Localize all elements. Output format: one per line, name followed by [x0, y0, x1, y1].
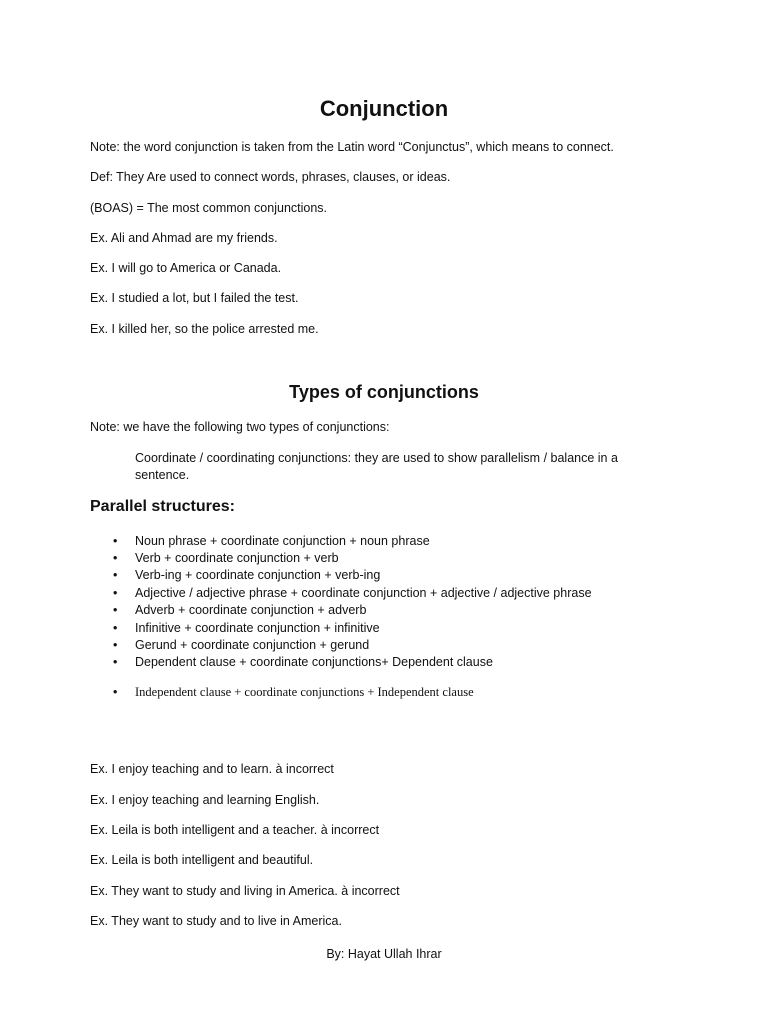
- example-correct: Ex. I enjoy teaching and learning English.: [90, 793, 320, 807]
- bullet-icon: •: [113, 603, 118, 617]
- bullet-icon: •: [113, 586, 118, 600]
- list-item-independent: Independent clause + coordinate conjunctions + Independent clause: [135, 685, 474, 699]
- list-item: Noun phrase + coordinate conjunction + noun phrase: [135, 534, 430, 548]
- example-line: Ex. I studied a lot, but I failed the test.: [90, 291, 299, 305]
- page-title: Conjunction: [319, 96, 449, 121]
- list-item: Adjective / adjective phrase + coordinate conjunction + adjective / adjective phrase: [135, 586, 592, 600]
- list-item: Adverb + coordinate conjunction + adverb: [135, 603, 367, 617]
- list-item: Verb-ing + coordinate conjunction + verb-ing: [135, 568, 381, 582]
- bullet-icon: •: [113, 638, 118, 652]
- author-footer: By: Hayat Ullah Ihrar: [326, 947, 442, 961]
- example-incorrect: Ex. They want to study and living in America. à incorrect: [90, 884, 400, 898]
- list-item: Dependent clause + coordinate conjunctions+ Dependent clause: [135, 655, 493, 669]
- example-line: Ex. Ali and Ahmad are my friends.: [90, 231, 278, 245]
- example-incorrect: Ex. Leila is both intelligent and a teacher. à incorrect: [90, 823, 380, 837]
- bullet-icon: •: [113, 685, 118, 699]
- types-heading: Types of conjunctions: [289, 382, 479, 402]
- list-item: Gerund + coordinate conjunction + gerund: [135, 638, 370, 652]
- coordinate-description: Coordinate / coordinating conjunctions: they are used to show parallelism / balance in a sentence.: [135, 451, 618, 482]
- parallel-heading: Parallel structures:: [90, 498, 235, 515]
- example-correct: Ex. They want to study and to live in America.: [90, 914, 342, 928]
- note-latin-origin: Note: the word conjunction is taken from the Latin word “Conjunctus”, which means to connect.: [90, 140, 614, 154]
- list-item: Verb + coordinate conjunction + verb: [135, 551, 339, 565]
- list-item: Infinitive + coordinate conjunction + infinitive: [135, 621, 380, 635]
- example-line: Ex. I killed her, so the police arrested me.: [90, 322, 319, 336]
- types-note: Note: we have the following two types of conjunctions:: [90, 420, 390, 434]
- example-correct: Ex. Leila is both intelligent and beautiful.: [90, 853, 314, 867]
- example-line: Ex. I will go to America or Canada.: [90, 261, 282, 275]
- definition: Def: They Are used to connect words, phrases, clauses, or ideas.: [90, 170, 451, 184]
- bullet-icon: •: [113, 568, 118, 582]
- bullet-icon: •: [113, 534, 118, 548]
- bullet-icon: •: [113, 655, 118, 669]
- boas-note: (BOAS) = The most common conjunctions.: [90, 201, 328, 215]
- bullet-icon: •: [113, 621, 118, 635]
- bullet-icon: •: [113, 551, 118, 565]
- example-incorrect: Ex. I enjoy teaching and to learn. à incorrect: [90, 762, 334, 776]
